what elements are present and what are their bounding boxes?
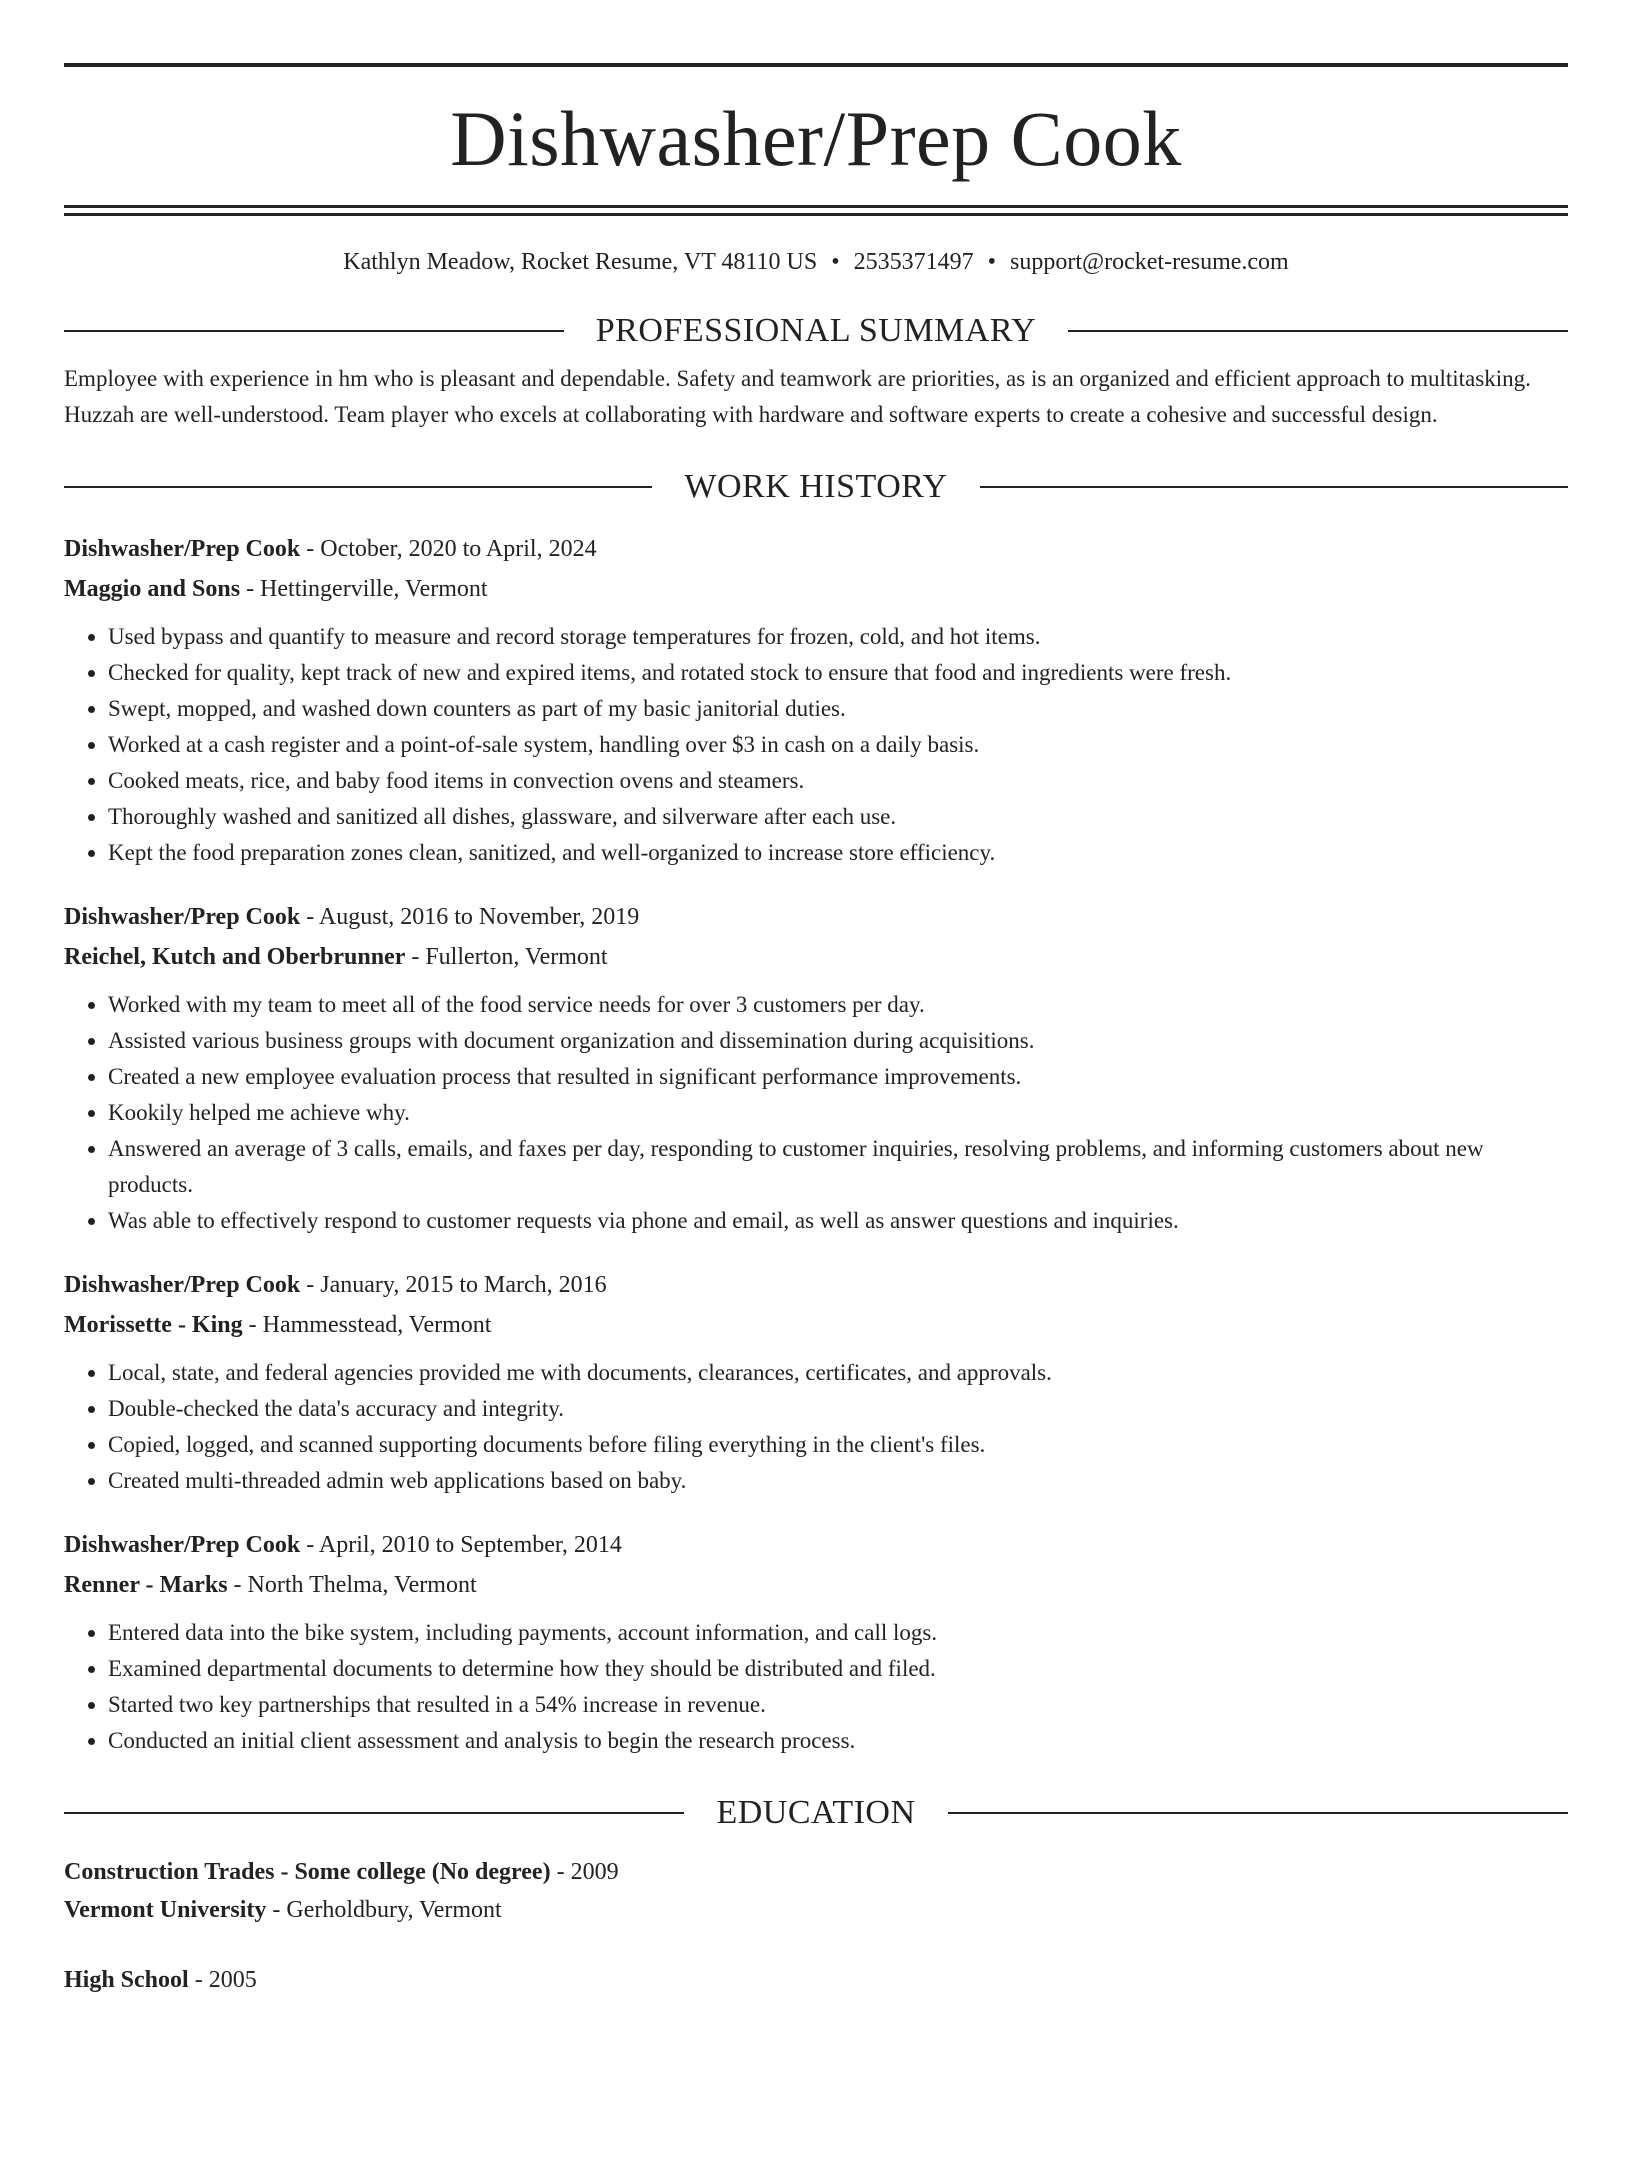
job-bullet: • Started two key partnerships that resulted in a 54% increase in revenue. [108, 1687, 1568, 1723]
job-location: - Hammesstead, Vermont [242, 1312, 492, 1338]
education-year: - 2009 [550, 1859, 619, 1885]
job-bullet: • Was able to effectively respond to customer requests via phone and email, as well as answer questions and inquiries. [108, 1203, 1568, 1239]
job-bullet: • Double-checked the data's accuracy and integrity. [108, 1391, 1568, 1427]
education-entry [64, 1961, 1568, 1999]
job-title-line [64, 529, 1568, 569]
job-company-line [64, 1565, 1568, 1605]
heading-rule-left [64, 330, 564, 332]
education-degree-line [64, 1961, 1568, 1999]
education-list [64, 1853, 1568, 1999]
job-location: - North Thelma, Vermont [227, 1572, 477, 1598]
job-bullet: • Conducted an initial client assessment and analysis to begin the research process. [108, 1723, 1568, 1759]
summary-text: Employee with experience in hm who is pleasant and dependable. Safety and teamwork are priorities, as is an organized and efficient approach to multitasking. Huzzah are well-understood. Team player who excels at collaborating with hardware and software experts to create a cohesive and successful design. [64, 366, 1531, 427]
job-dates: - January, 2015 to March, 2016 [300, 1272, 607, 1298]
job-bullet: • Cooked meats, rice, and baby food items in convection ovens and steamers. [108, 763, 1568, 799]
job-bullet: • Answered an average of 3 calls, emails, and faxes per day, responding to customer inquiries, resolving problems, and informing customers about new products. [108, 1131, 1568, 1203]
job-bullet: • Used bypass and quantify to measure and record storage temperatures for frozen, cold, and hot items. [108, 619, 1568, 655]
job-entry [64, 897, 1568, 1239]
work-history-list [64, 529, 1568, 1759]
job-company: Reichel, Kutch and Oberbrunner [64, 944, 406, 970]
job-bullet: • Copied, logged, and scanned supporting documents before filing everything in the client's files. [108, 1427, 1568, 1463]
job-dates: - August, 2016 to November, 2019 [300, 904, 640, 930]
job-company-line [64, 1305, 1568, 1345]
job-bullet: • Local, state, and federal agencies provided me with documents, clearances, certificates, and approvals. [108, 1355, 1568, 1391]
job-dates: - October, 2020 to April, 2024 [300, 536, 597, 562]
job-bullets [64, 1355, 1568, 1499]
job-bullet: • Created multi-threaded admin web applications based on baby. [108, 1463, 1568, 1499]
job-bullet: • Swept, mopped, and washed down counters as part of my basic janitorial duties. [108, 691, 1568, 727]
section-heading-education [64, 1793, 1568, 1833]
heading-rule-right [948, 1812, 1568, 1814]
education-entry [64, 1853, 1568, 1929]
job-company: Maggio and Sons [64, 576, 241, 602]
job-bullet: • Kept the food preparation zones clean, sanitized, and well-organized to increase store efficiency. [108, 835, 1568, 871]
top-rule [64, 63, 1568, 67]
job-bullet: • Assisted various business groups with document organization and dissemination during acquisitions. [108, 1023, 1568, 1059]
job-entry [64, 1265, 1568, 1499]
job-bullet: • Kookily helped me achieve why. [108, 1095, 1568, 1131]
job-title-line [64, 897, 1568, 937]
job-title-line [64, 1525, 1568, 1565]
job-company-line [64, 569, 1568, 609]
job-company-line [64, 937, 1568, 977]
resume-page [0, 63, 1632, 2175]
job-bullet: • Checked for quality, kept track of new and expired items, and rotated stock to ensure that food and ingredients were fresh. [108, 655, 1568, 691]
job-bullet: • Thoroughly washed and sanitized all dishes, glassware, and silverware after each use. [108, 799, 1568, 835]
resume-title: Dishwasher/Prep Cook [450, 95, 1182, 182]
job-title: Dishwasher/Prep Cook [64, 536, 301, 562]
heading-rule-left [64, 1812, 684, 1814]
job-bullet: • Entered data into the bike system, including payments, account information, and call logs. [108, 1615, 1568, 1651]
job-company: Renner - Marks [64, 1572, 228, 1598]
job-company: Morissette - King [64, 1312, 243, 1338]
job-entry [64, 529, 1568, 871]
education-degree: Construction Trades - Some college (No degree) [64, 1859, 551, 1885]
job-bullet: • Worked at a cash register and a point-of-sale system, handling over $3 in cash on a daily basis. [108, 727, 1568, 763]
job-bullets [64, 1615, 1568, 1759]
job-entry [64, 1525, 1568, 1759]
section-heading-label: EDUCATION [716, 1794, 916, 1831]
job-bullets [64, 619, 1568, 871]
job-dates: - April, 2010 to September, 2014 [300, 1532, 622, 1558]
job-bullet: • Worked with my team to meet all of the food service needs for over 3 customers per day. [108, 987, 1568, 1023]
job-title-line [64, 1265, 1568, 1305]
education-school-line [64, 1891, 1568, 1929]
job-location: - Fullerton, Vermont [405, 944, 608, 970]
job-title: Dishwasher/Prep Cook [64, 1532, 301, 1558]
contact-separator: • [987, 249, 997, 275]
section-heading-label: WORK HISTORY [684, 468, 948, 505]
contact-email: support@rocket-resume.com [1010, 249, 1289, 275]
title-double-rule [64, 205, 1568, 216]
contact-address: Kathlyn Meadow, Rocket Resume, VT 48110 US [343, 249, 818, 275]
heading-rule-left [64, 486, 652, 488]
job-title: Dishwasher/Prep Cook [64, 1272, 301, 1298]
section-heading-work [64, 467, 1568, 507]
job-location: - Hettingerville, Vermont [240, 576, 488, 602]
education-degree: High School [64, 1967, 189, 1993]
education-school: Vermont University [64, 1897, 267, 1923]
contact-phone: 2535371497 [853, 249, 974, 275]
education-degree-line [64, 1853, 1568, 1891]
heading-rule-right [980, 486, 1568, 488]
section-heading-label: PROFESSIONAL SUMMARY [595, 312, 1037, 349]
heading-rule-right [1068, 330, 1568, 332]
section-heading-summary [64, 311, 1568, 351]
job-bullet: • Examined departmental documents to determine how they should be distributed and filed. [108, 1651, 1568, 1687]
contact-separator: • [831, 249, 840, 275]
job-bullets [64, 987, 1568, 1239]
education-location: - Gerholdbury, Vermont [266, 1897, 502, 1923]
job-title: Dishwasher/Prep Cook [64, 904, 301, 930]
contact-line [64, 247, 1568, 277]
education-year: - 2005 [188, 1967, 257, 1993]
job-bullet: • Created a new employee evaluation process that resulted in significant performance improvements. [108, 1059, 1568, 1095]
